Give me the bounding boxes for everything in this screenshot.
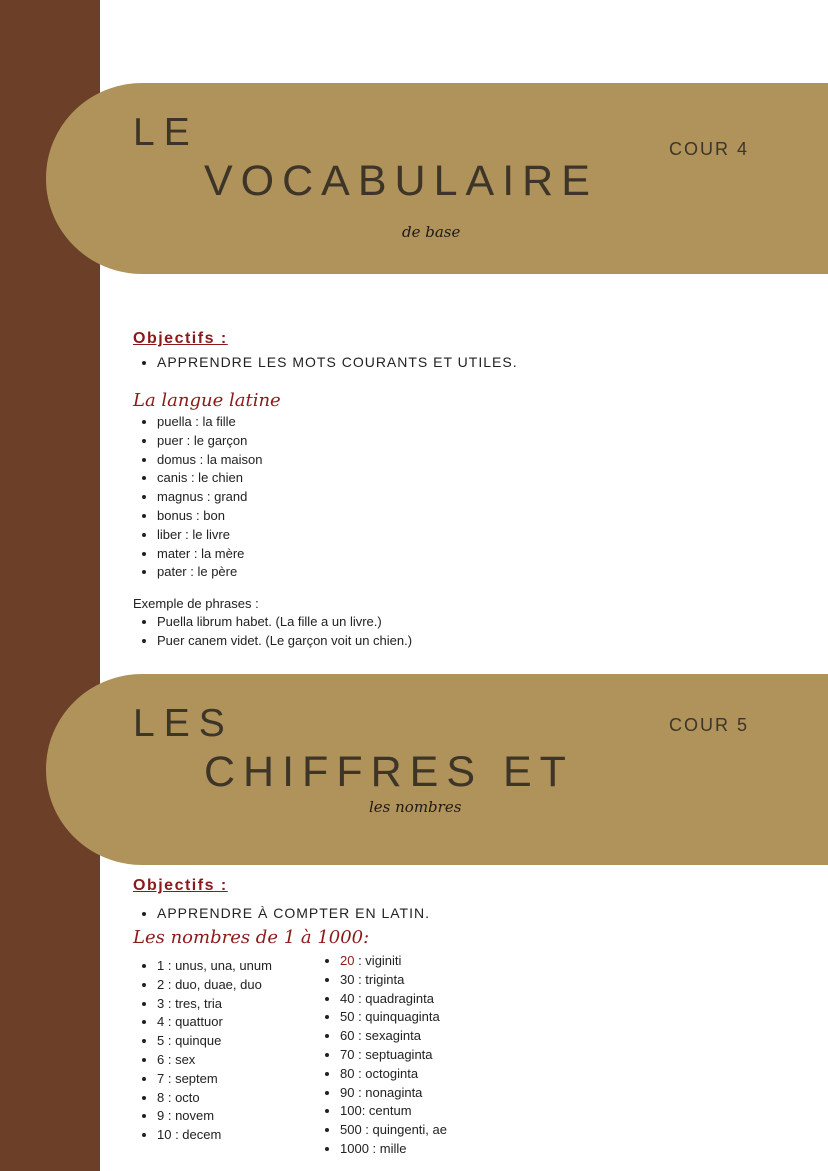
lesson4-objectives-heading: Objectifs :: [133, 330, 228, 347]
lesson5-title-line1: LES: [133, 702, 234, 745]
number-item: • 10 : decem: [157, 1126, 272, 1145]
number-item: • 7 : septem: [157, 1070, 272, 1089]
numbers-list-col2: [316, 952, 447, 1159]
vocab-item: • puella : la fille: [157, 413, 518, 432]
vocab-item: • canis : le chien: [157, 469, 518, 488]
number-translation: : viginiti: [354, 953, 402, 968]
number-item: • 2 : duo, duae, duo: [157, 976, 272, 995]
number-item: • 5 : quinque: [157, 1032, 272, 1051]
number-item: • 50 : quinquaginta: [340, 1008, 447, 1027]
lesson4-title-line2: VOCABULAIRE: [204, 157, 598, 205]
number-item: • 1 : unus, una, unum: [157, 957, 272, 976]
lesson4-header-band: [46, 83, 828, 274]
number-value-highlight: 20: [340, 953, 355, 968]
lesson4-vocab-list: [133, 413, 518, 582]
lesson4-title-line1: LE: [133, 111, 199, 154]
lesson4-objectives-list: [133, 352, 518, 372]
number-item: • 60 : sexaginta: [340, 1027, 447, 1046]
number-item: • 80 : octoginta: [340, 1065, 447, 1084]
number-item: • 100: centum: [340, 1102, 447, 1121]
vocab-item: • bonus : bon: [157, 507, 518, 526]
example-item: • Puer canem videt. (Le garçon voit un chien.): [157, 632, 518, 651]
vocab-item: • domus : la maison: [157, 451, 518, 470]
number-item: • 3 : tres, tria: [157, 995, 272, 1014]
number-item: [340, 952, 447, 971]
number-item: • 9 : novem: [157, 1107, 272, 1126]
lesson5-course-label: COUR 5: [669, 715, 750, 735]
lesson5-subtitle: les nombres: [369, 798, 462, 816]
lesson4-examples-list: [133, 613, 518, 651]
number-item: • 6 : sex: [157, 1051, 272, 1070]
number-item: • 8 : octo: [157, 1089, 272, 1108]
lesson5-title-line2: CHIFFRES ET: [204, 748, 574, 796]
lesson5-objectives-list: [133, 903, 430, 923]
example-item: • Puella librum habet. (La fille a un livre.): [157, 613, 518, 632]
lesson4-subtitle: de base: [402, 223, 461, 241]
number-item: • 500 : quingenti, ae: [340, 1121, 447, 1140]
vocab-item: • mater : la mère: [157, 545, 518, 564]
lesson5-objectives-heading: Objectifs :: [133, 877, 228, 894]
numbers-list-col1: [133, 957, 272, 1145]
vocab-item: • liber : le livre: [157, 526, 518, 545]
number-item: • 90 : nonaginta: [340, 1084, 447, 1103]
lesson5-numbers-heading: Les nombres de 1 à 1000:: [133, 927, 370, 948]
objective-item: • APPRENDRE À COMPTER EN LATIN.: [157, 903, 430, 923]
lesson5-header-band: [46, 674, 828, 865]
lesson4-course-label: COUR 4: [669, 139, 750, 159]
lesson5-content: [133, 877, 430, 948]
objective-item: • APPRENDRE LES MOTS COURANTS ET UTILES.: [157, 352, 518, 372]
vocab-item: • magnus : grand: [157, 488, 518, 507]
number-item: • 4 : quattuor: [157, 1013, 272, 1032]
number-item: • 1000 : mille: [340, 1140, 447, 1159]
vocab-item: • puer : le garçon: [157, 432, 518, 451]
number-item: • 30 : triginta: [340, 971, 447, 990]
lesson4-examples-heading: Exemple de phrases :: [133, 596, 259, 612]
lesson4-content: [133, 330, 518, 651]
lesson4-vocab-heading: La langue latine: [133, 390, 281, 411]
number-item: • 70 : septuaginta: [340, 1046, 447, 1065]
number-item: • 40 : quadraginta: [340, 990, 447, 1009]
vocab-item: • pater : le père: [157, 563, 518, 582]
